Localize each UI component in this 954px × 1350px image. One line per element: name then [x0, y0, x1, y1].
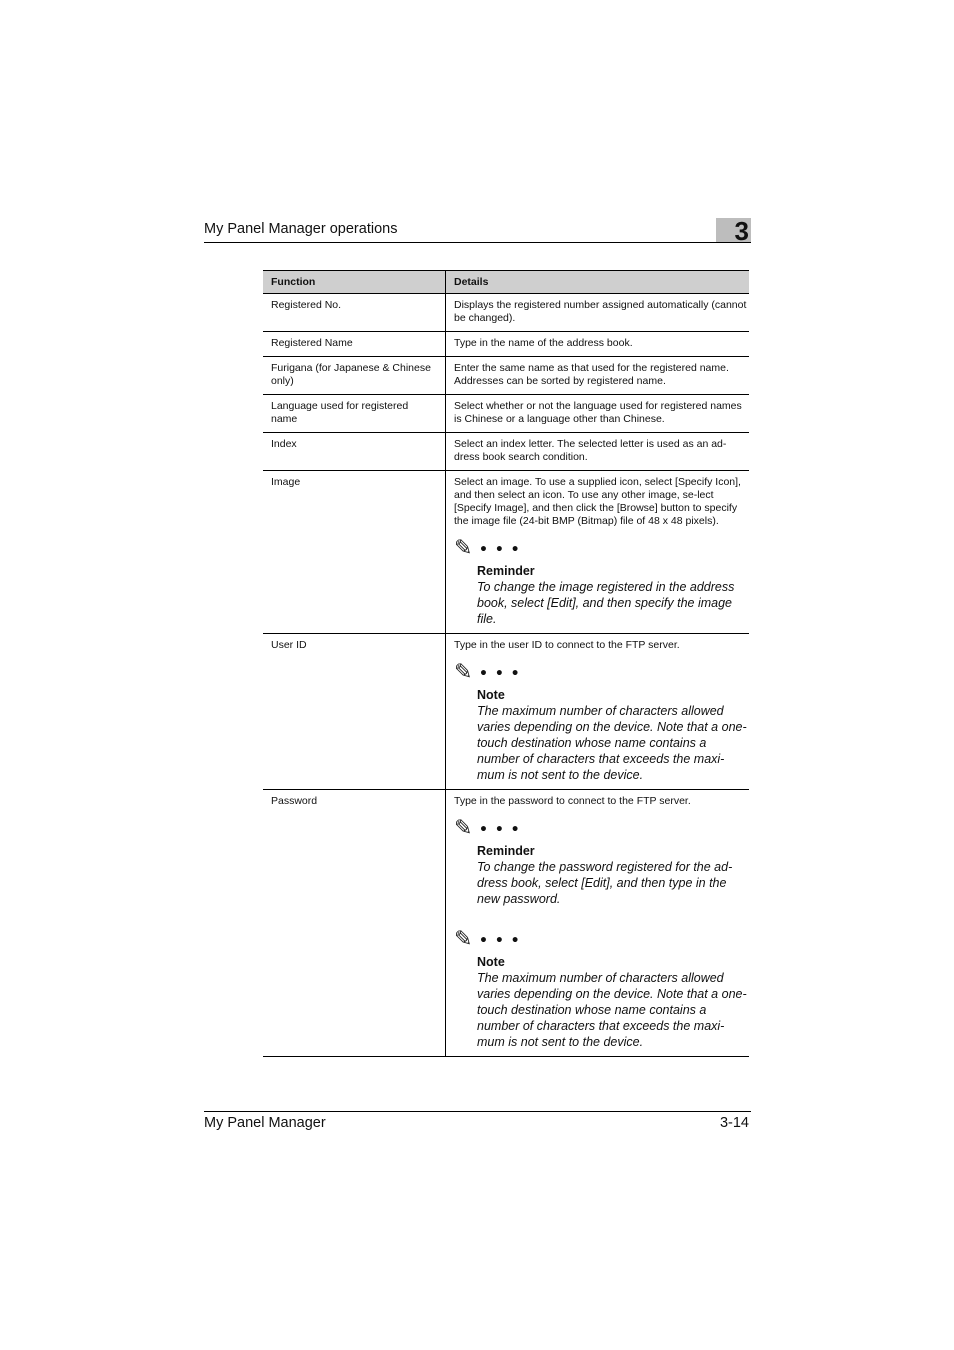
table-row: [263, 294, 749, 332]
function-cell: Language used for registered name: [263, 395, 446, 433]
details-cell: Displays the registered number assigned automatically (cannot be changed).: [446, 294, 750, 332]
table-row: [263, 332, 749, 357]
function-cell: Furigana (for Japanese & Chinese only): [263, 357, 446, 395]
note-label: Note: [477, 955, 505, 969]
table-header-row: [263, 271, 749, 294]
section-title: My Panel Manager operations: [204, 221, 398, 237]
function-cell: Password: [263, 790, 446, 1057]
details-cell: Select whether or not the language used for registered names is Chinese or a language other than Chinese.: [446, 395, 750, 433]
details-cell: Type in the name of the address book.: [446, 332, 750, 357]
details-cell: [446, 471, 750, 634]
note-block: [454, 929, 747, 1050]
details-text: Select an image. To use a supplied icon, select [Specify Icon], and then select an icon. To use any other image, se-lect [Specify Image], and then click the [Browse] button to specify the image file (24-bit BMP (Bitmap) file of 48 x 48 pixels).: [454, 476, 741, 527]
chapter-number-badge: 3: [716, 218, 751, 242]
note-text: The maximum number of characters allowed varies depending on the device. Note that a one-touch destination whose name contains a number of characters that exceeds the maxi-mum is not sent to the device.: [477, 704, 747, 782]
note-label: Note: [477, 688, 505, 702]
details-cell: Enter the same name as that used for the registered name. Addresses can be sorted by registered name.: [446, 357, 750, 395]
details-cell: [446, 790, 750, 1057]
function-cell: Registered No.: [263, 294, 446, 332]
pencil-icon: ✎: [454, 660, 473, 685]
note-text: The maximum number of characters allowed varies depending on the device. Note that a one-touch destination whose name contains a number of characters that exceeds the maxi-mum is not sent to the device.: [477, 971, 747, 1049]
details-text: Type in the user ID to connect to the FTP server.: [454, 639, 680, 651]
reminder-block: [454, 818, 747, 907]
reminder-block: [454, 538, 747, 627]
note-label: Reminder: [477, 844, 535, 858]
function-cell: User ID: [263, 634, 446, 790]
table-row: [263, 634, 749, 790]
ellipsis-icon: • • •: [479, 542, 521, 558]
column-header-details: Details: [446, 271, 750, 294]
table-row: [263, 395, 749, 433]
table-row: [263, 357, 749, 395]
function-cell: Image: [263, 471, 446, 634]
ellipsis-icon: • • •: [479, 666, 521, 682]
table-row: [263, 471, 749, 634]
details-cell: Select an index letter. The selected letter is used as an ad-dress book search condition.: [446, 433, 750, 471]
pencil-icon: ✎: [454, 816, 473, 841]
function-table: [263, 270, 749, 1057]
ellipsis-icon: • • •: [479, 933, 521, 949]
ellipsis-icon: • • •: [479, 822, 521, 838]
function-cell: Registered Name: [263, 332, 446, 357]
details-cell: [446, 634, 750, 790]
note-text: To change the password registered for the ad-dress book, select [Edit], and then type in the new password.: [477, 860, 733, 906]
page-header: [204, 216, 751, 246]
column-header-function: Function: [263, 271, 446, 294]
table-row: [263, 790, 749, 1057]
page-number: 3-14: [719, 1115, 749, 1131]
note-text: To change the image registered in the address book, select [Edit], and then specify the image file.: [477, 580, 735, 626]
details-text: Type in the password to connect to the FTP server.: [454, 795, 691, 807]
function-cell: Index: [263, 433, 446, 471]
footer-title: My Panel Manager: [204, 1115, 326, 1131]
page-footer: [204, 1111, 751, 1138]
note-block: [454, 662, 747, 783]
table-row: [263, 433, 749, 471]
note-label: Reminder: [477, 564, 535, 578]
pencil-icon: ✎: [454, 536, 473, 561]
pencil-icon: ✎: [454, 927, 473, 952]
